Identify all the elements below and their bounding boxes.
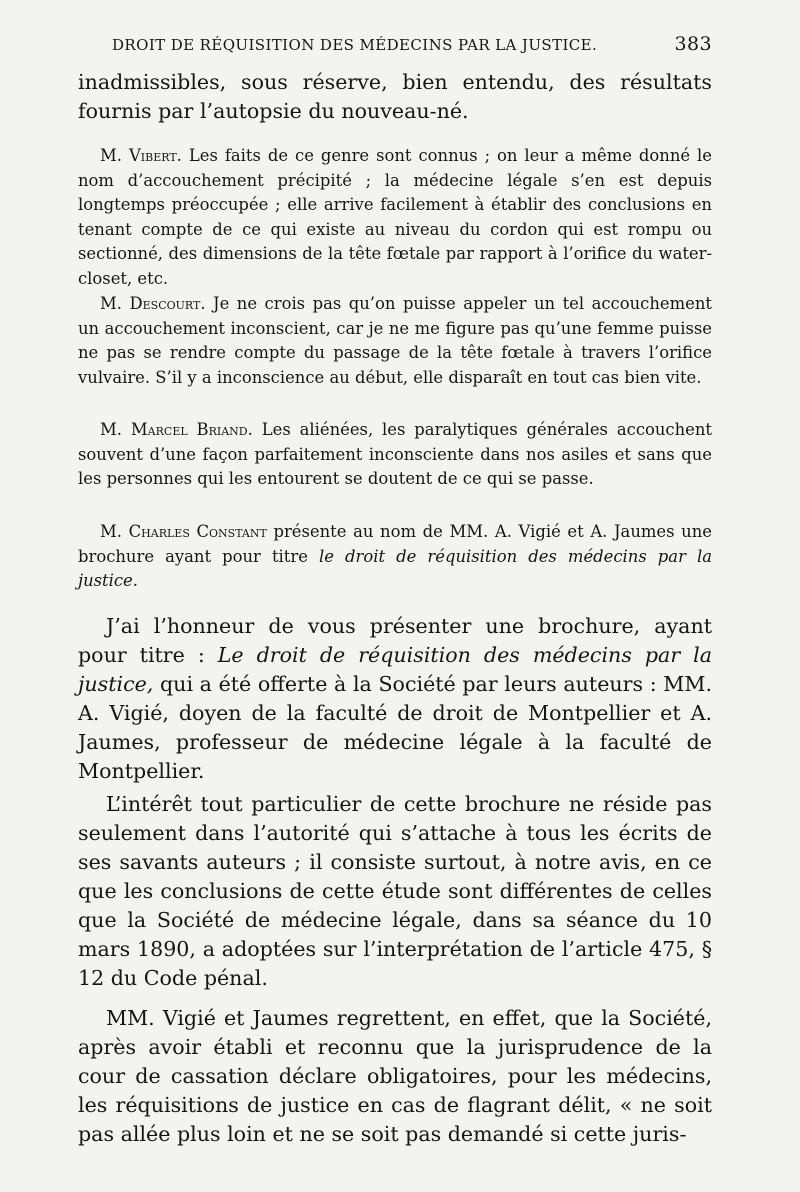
paragraph-text: inadmissibles, sous réserve, bien entendu, des résultats fournis par l’autopsie du nouveau-né. xyxy=(78,70,712,123)
running-header xyxy=(112,33,712,57)
page-number: 383 xyxy=(674,33,712,55)
paragraph-continuation xyxy=(78,68,712,126)
brochure-title: le droit de réquisition des médecins par la justice. xyxy=(78,546,713,591)
paragraph-text: L’intérêt tout particulier de cette brochure ne réside pas seulement dans l’autorité qui s’attache à tous les écrits de ses savants auteurs ; il consiste surtout, à notre avis, en ce que les conclusions de cette étude sont différentes de celles que la Société de médecine légale, dans sa séance du 10 mars 1890, a adoptées sur l’interprétation de l’article 475, § 12 du Code pénal. xyxy=(78,792,712,990)
paragraph-text: Les aliénées, les paralytiques générales accouchent souvent d’une façon parfaitement inconsciente dans nos asiles et sans que les personnes qui les entourent se doutent de ce qui se passe. xyxy=(78,420,713,489)
paragraph-regret xyxy=(78,1004,712,1149)
paragraph-text: Les faits de ce genre sont connus ; on leur a même donné le nom d’accouchement précipité ; la médecine légale s’en est depuis longtemps préoccupée ; elle arrive facilement à établir des conclusions en tenant compte de ce qui existe au niveau du cordon qui est rompu ou sectionné, des dimensions de la tête fœtale par rapport à l’orifice du water-closet, etc. xyxy=(78,146,712,288)
speaker-name: M. Charles Constant xyxy=(100,522,267,541)
paragraph-interest xyxy=(78,790,712,993)
paragraph-presentation xyxy=(78,612,712,786)
paragraph-briand xyxy=(78,418,712,492)
speaker-name: M. Marcel Briand. xyxy=(100,420,253,439)
speaker-name: M. Vibert. xyxy=(100,146,182,165)
paragraph-vibert xyxy=(78,144,712,292)
paragraph-text: MM. Vigié et Jaumes regrettent, en effet, que la Société, après avoir établi et reconnu que la jurisprudence de la cour de cassation déclare obligatoires, pour les médecins, les réquisitions de justice en cas de flagrant délit, « ne soit pas allée plus loin et ne se soit pas demandé si cette juris- xyxy=(78,1006,712,1146)
header-title: DROIT DE RÉQUISITION DES MÉDECINS PAR LA JUSTICE. xyxy=(112,36,598,54)
paragraph-text: J’ai l’honneur de vous présenter une brochure, ayant pour titre : xyxy=(78,614,712,667)
paragraph-text: Je ne crois pas qu’on puisse appeler un tel accouchement un accouchement inconscient, car je ne me figure pas qu’une femme puisse ne pas se rendre compte du passage de la tête fœtale à travers l’orifice vulvaire. S’il y a inconscience au début, elle disparaît en tout cas bien vite. xyxy=(78,294,712,387)
paragraph-descourt xyxy=(78,292,712,390)
paragraph-text: présente au nom de MM. A. Vigié et A. Jaumes une brochure ayant pour titre xyxy=(78,522,712,566)
paragraph-text: qui a été offerte à la Société par leurs auteurs : MM. A. Vigié, doyen de la faculté de droit de Montpellier et A. Jaumes, professeur de médecine légale à la faculté de Montpellier. xyxy=(78,672,712,783)
paragraph-constant xyxy=(78,520,712,594)
speaker-name: M. Descourt. xyxy=(100,294,206,313)
brochure-title: Le droit de réquisition des médecins par la justice, xyxy=(78,643,713,696)
